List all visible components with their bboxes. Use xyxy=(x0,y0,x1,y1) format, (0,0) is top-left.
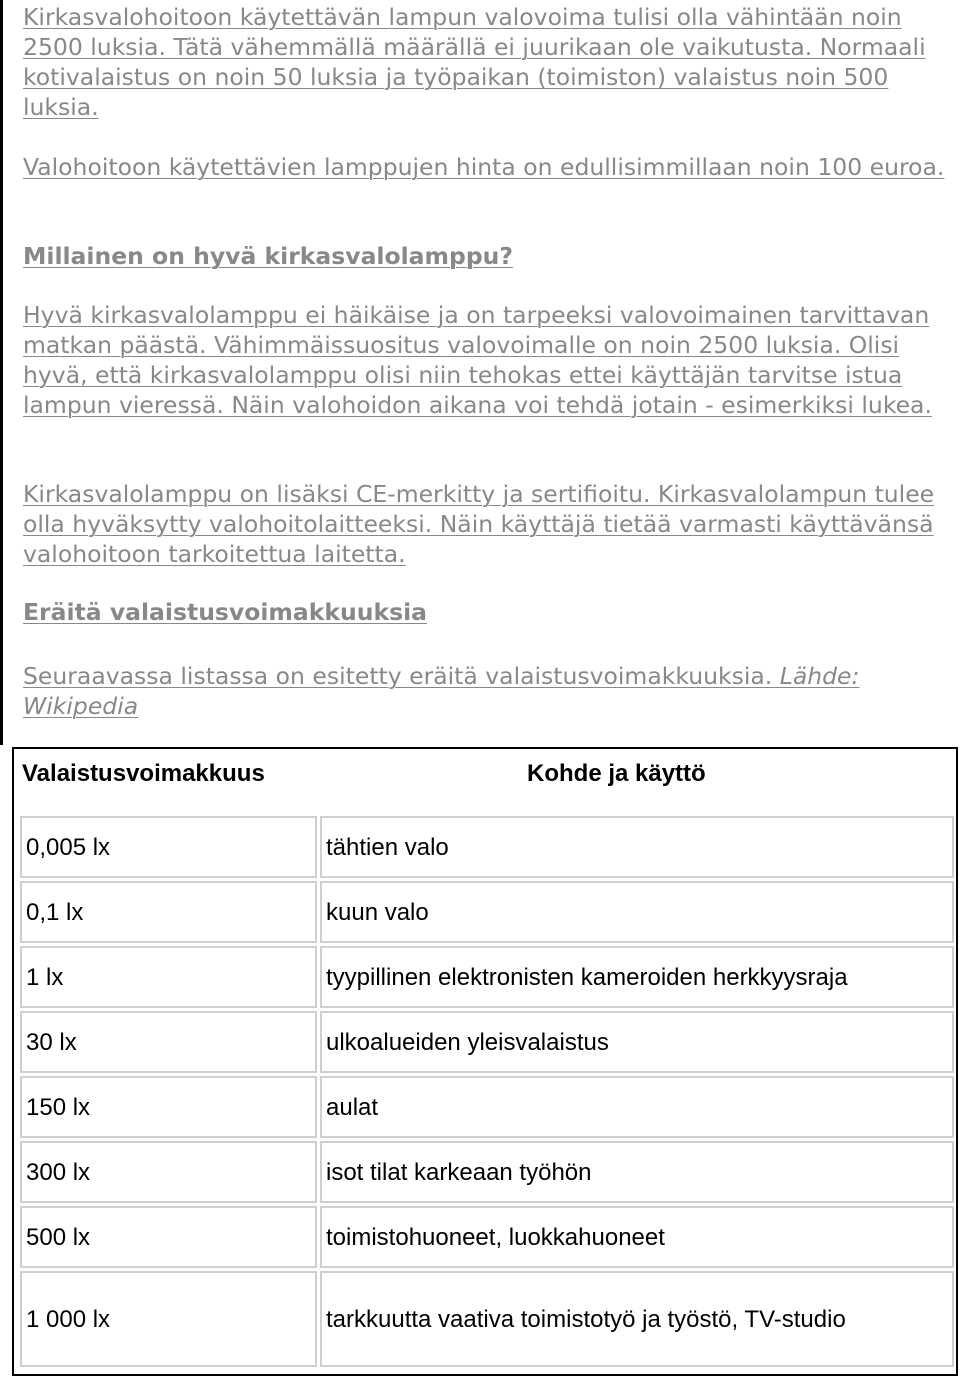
table-cell-lux xyxy=(20,881,317,943)
table-cell-usage xyxy=(320,1141,954,1203)
cell-text: 500 lx xyxy=(26,1223,91,1251)
table-cell-lux xyxy=(20,1141,317,1203)
cell-text: 1 lx xyxy=(26,963,64,991)
table-cell-usage xyxy=(320,1011,954,1073)
cell-text: 1 000 lx xyxy=(26,1305,111,1333)
cell-text: toimistohuoneet, luokkahuoneet xyxy=(326,1223,665,1251)
paragraph-lamp-price[interactable]: Valohoitoon käytettävien lamppujen hinta on edullisimmillaan noin 100 euroa. xyxy=(23,153,945,181)
paragraph-ce-certification[interactable]: Kirkasvalolamppu on lisäksi CE-merkitty ja sertifioitu. Kirkasvalolampun tulee olla hyväksytty valohoitolaitteeksi. Näin käyttäjä tietää varmasti käyttävänsä valohoitoon tarkoitettua laitetta. xyxy=(23,480,935,568)
column-header-illuminance: Valaistusvoimakkuus xyxy=(22,760,265,787)
cell-text: 150 lx xyxy=(26,1093,91,1121)
cell-text: ulkoalueiden yleisvalaistus xyxy=(326,1028,609,1056)
cell-text: tähtien valo xyxy=(326,833,449,861)
cell-text: 0,1 lx xyxy=(26,898,84,926)
table-cell-lux xyxy=(20,1011,317,1073)
source-link[interactable]: Lähde: Wikipedia xyxy=(23,662,860,720)
paragraph-lamp-intensity[interactable]: Kirkasvalohoitoon käytettävän lampun valovoima tulisi olla vähintään noin 2500 luksia. Tätä vähemmällä määrällä ei juurikaan ole vaikutusta. Normaali kotivalaistus on noin 50 luksia ja työpaikan (toimiston) valaistus noin 500 luksia. xyxy=(23,3,926,121)
paragraph-list-intro xyxy=(23,661,953,721)
heading-good-lamp[interactable]: Millainen on hyvä kirkasvalolamppu? xyxy=(23,242,514,270)
paragraph-good-lamp[interactable]: Hyvä kirkasvalolamppu ei häikäise ja on tarpeeksi valovoimainen tarvittavan matkan päästä. Vähimmäissuositus valovoimalle on noin 2500 luksia. Olisi hyvä, että kirkasvalolamppu olisi niin tehokas ettei käyttäjän tarvitse istua lampun vieressä. Näin valohoidon aikana voi tehdä jotain - esimerkiksi lukea. xyxy=(23,301,932,419)
table-cell-usage xyxy=(320,1076,954,1138)
table-cell-usage xyxy=(320,881,954,943)
table-cell-lux xyxy=(20,1206,317,1268)
heading-illuminance-levels[interactable]: Eräitä valaistusvoimakkuuksia xyxy=(23,598,428,626)
cell-text: tarkkuutta vaativa toimistotyö ja työstö, TV-studio xyxy=(326,1305,846,1333)
illuminance-table xyxy=(12,747,958,1376)
column-header-usage: Kohde ja käyttö xyxy=(527,760,706,787)
cell-text: 30 lx xyxy=(26,1028,77,1056)
table-cell-lux xyxy=(20,1076,317,1138)
table-cell-lux xyxy=(20,946,317,1008)
table-cell-lux xyxy=(20,816,317,878)
cell-text: aulat xyxy=(326,1093,379,1121)
cell-text: 300 lx xyxy=(26,1158,91,1186)
table-cell-usage xyxy=(320,946,954,1008)
cell-text: kuun valo xyxy=(326,898,429,926)
table-cell-usage xyxy=(320,816,954,878)
table-cell-lux xyxy=(20,1271,317,1367)
table-cell-usage xyxy=(320,1206,954,1268)
list-intro-text[interactable]: Seuraavassa listassa on esitetty eräitä valaistusvoimakkuuksia. xyxy=(23,662,773,690)
table-cell-usage xyxy=(320,1271,954,1367)
cell-text: tyypillinen elektronisten kameroiden herkkyysraja xyxy=(326,963,848,991)
cell-text: 0,005 lx xyxy=(26,833,111,861)
cell-text: isot tilat karkeaan työhön xyxy=(326,1158,592,1186)
